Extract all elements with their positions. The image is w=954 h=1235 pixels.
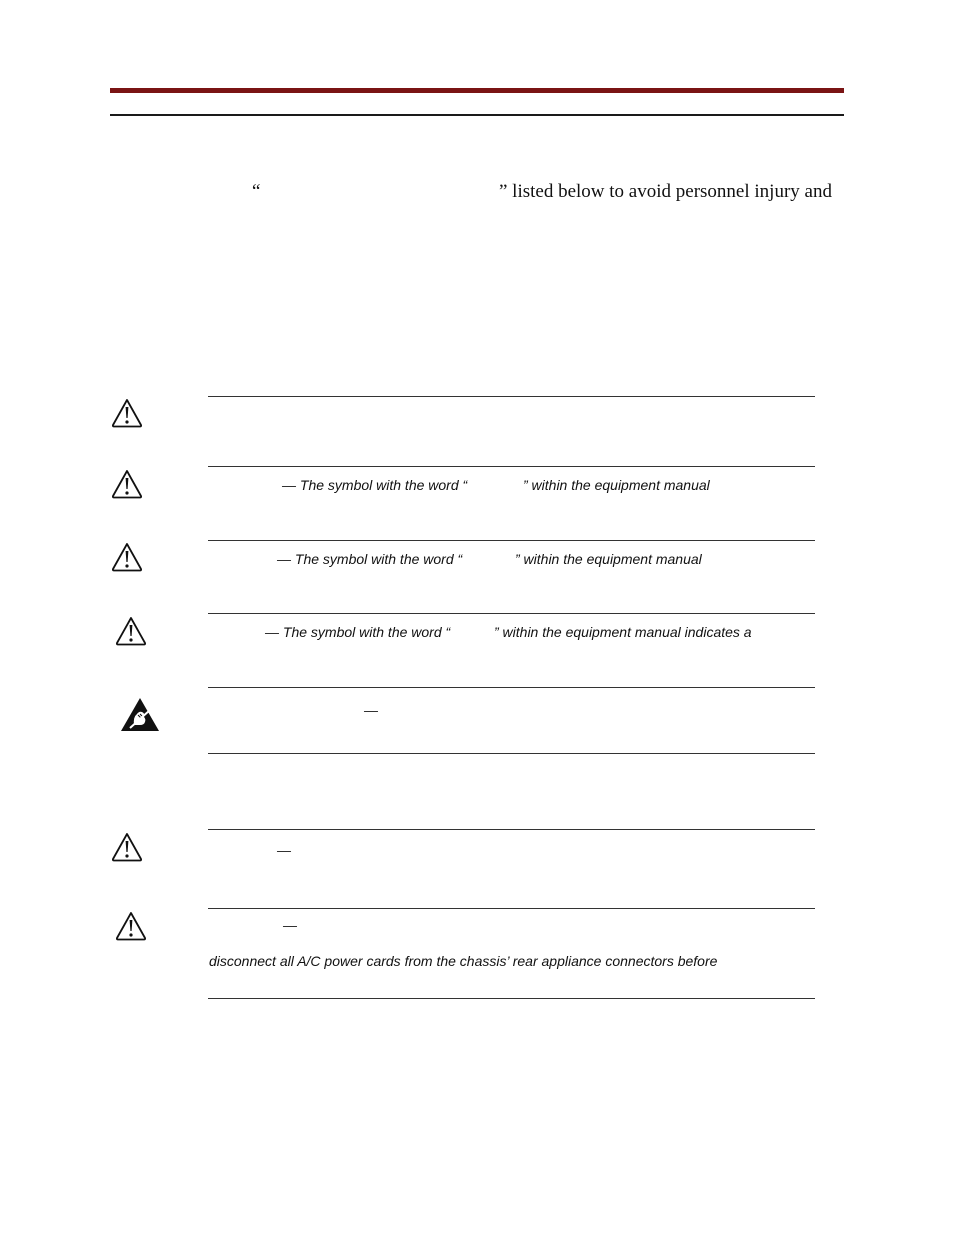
divider: [208, 466, 815, 467]
notice-text-7b: disconnect all A/C power cards from the chassis’ rear appliance connectors before: [209, 953, 718, 969]
intro-text: ” listed below to avoid personnel injury and: [499, 181, 832, 202]
warning-triangle-icon: [110, 831, 144, 863]
notice-text-4a: — The symbol with the word “: [265, 624, 451, 640]
warning-triangle-icon: [114, 910, 148, 942]
divider: [208, 908, 815, 909]
divider: [208, 613, 815, 614]
warning-triangle-icon: [114, 615, 148, 647]
notice-text-2a: — The symbol with the word “: [282, 477, 468, 493]
divider: [208, 396, 815, 397]
notice-text-3a: — The symbol with the word “: [277, 551, 463, 567]
header-rule-red: [110, 88, 844, 93]
warning-triangle-icon: [110, 397, 144, 429]
esd-warning-icon: [120, 697, 160, 733]
notice-text-3b: ” within the equipment manual: [515, 551, 702, 567]
notice-text-7a: —: [283, 917, 297, 933]
divider: [208, 753, 815, 754]
notice-text-2b: ” within the equipment manual: [523, 477, 710, 493]
divider: [208, 687, 815, 688]
notice-text-5: —: [364, 702, 378, 718]
intro-open-quote: “: [252, 181, 261, 202]
warning-triangle-icon: [110, 541, 144, 573]
divider: [208, 829, 815, 830]
notice-text-4b: ” within the equipment manual indicates a: [494, 624, 752, 640]
divider: [208, 540, 815, 541]
warning-triangle-icon: [110, 468, 144, 500]
divider: [208, 998, 815, 999]
header-rule-dark: [110, 114, 844, 116]
notice-text-6: —: [277, 842, 291, 858]
